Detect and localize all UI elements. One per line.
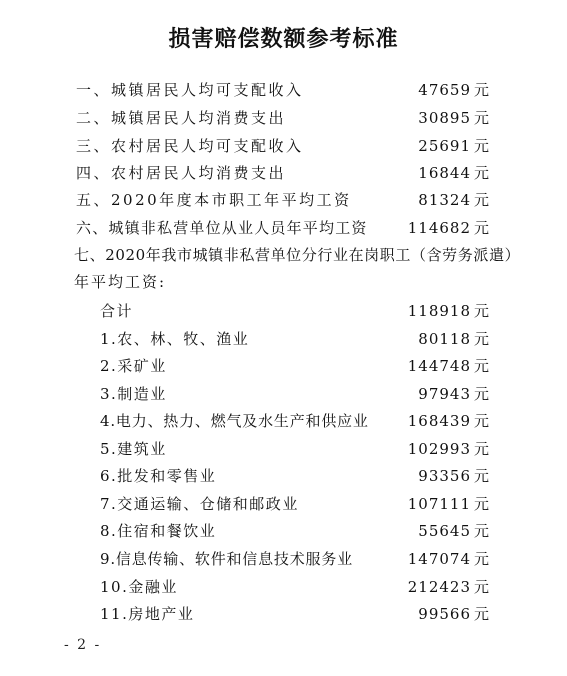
standard-item-row bbox=[0, 160, 567, 186]
industry-value: 97943 bbox=[418, 385, 471, 403]
industry-label: 5.建筑业 bbox=[100, 440, 167, 458]
item-label: 二、城镇居民人均消费支出 bbox=[76, 109, 287, 127]
industry-label: 2.采矿业 bbox=[100, 357, 167, 375]
industry-row bbox=[0, 436, 567, 462]
item-value: 30895 bbox=[418, 109, 471, 127]
industry-label: 7.交通运输、仓储和邮政业 bbox=[100, 495, 299, 513]
industry-value: 107111 bbox=[407, 495, 471, 513]
industry-row bbox=[0, 546, 567, 572]
item-label: 五、2020年度本市职工年平均工资 bbox=[76, 191, 352, 209]
industry-label: 合计 bbox=[100, 302, 134, 320]
item-value: 81324 bbox=[418, 191, 471, 209]
industry-unit: 元 bbox=[474, 522, 490, 540]
industry-unit: 元 bbox=[474, 385, 490, 403]
industry-unit: 元 bbox=[474, 605, 490, 623]
item-label: 四、农村居民人均消费支出 bbox=[76, 164, 287, 182]
industry-unit: 元 bbox=[474, 302, 490, 320]
industry-value: 102993 bbox=[407, 440, 471, 458]
item-unit: 元 bbox=[474, 109, 490, 127]
industry-row bbox=[0, 574, 567, 600]
section7-heading-line1: 七、2020年我市城镇非私营单位分行业在岗职工（含劳务派遣） bbox=[74, 246, 521, 264]
industry-label: 3.制造业 bbox=[100, 385, 167, 403]
item-unit: 元 bbox=[474, 137, 490, 155]
industry-label: 1.农、林、牧、渔业 bbox=[100, 330, 250, 348]
industry-value: 118918 bbox=[407, 302, 471, 320]
industry-unit: 元 bbox=[474, 330, 490, 348]
industry-value: 99566 bbox=[418, 605, 471, 623]
industry-label: 10.金融业 bbox=[100, 578, 178, 596]
industry-value: 212423 bbox=[407, 578, 471, 596]
industry-unit: 元 bbox=[474, 550, 490, 568]
item-label: 一、城镇居民人均可支配收入 bbox=[76, 81, 304, 99]
standard-item-row bbox=[0, 105, 567, 131]
industry-row bbox=[0, 326, 567, 352]
industry-row bbox=[0, 353, 567, 379]
industry-unit: 元 bbox=[474, 357, 490, 375]
item-unit: 元 bbox=[474, 191, 490, 209]
item-unit: 元 bbox=[474, 219, 490, 237]
industry-row bbox=[0, 298, 567, 324]
standard-item-row bbox=[0, 215, 567, 241]
industry-value: 144748 bbox=[407, 357, 471, 375]
industry-row bbox=[0, 408, 567, 434]
industry-value: 147074 bbox=[407, 550, 471, 568]
industry-value: 55645 bbox=[418, 522, 471, 540]
standard-item-row bbox=[0, 187, 567, 213]
industry-row bbox=[0, 463, 567, 489]
item-unit: 元 bbox=[474, 164, 490, 182]
industry-row bbox=[0, 381, 567, 407]
industry-label: 4.电力、热力、燃气及水生产和供应业 bbox=[100, 412, 369, 430]
item-value: 114682 bbox=[407, 219, 471, 237]
industry-unit: 元 bbox=[474, 495, 490, 513]
standard-item-row bbox=[0, 77, 567, 103]
industry-label: 6.批发和零售业 bbox=[100, 467, 217, 485]
industry-row bbox=[0, 491, 567, 517]
page-number: - 2 - bbox=[64, 637, 102, 653]
item-value: 16844 bbox=[418, 164, 471, 182]
industry-value: 168439 bbox=[407, 412, 471, 430]
industry-unit: 元 bbox=[474, 440, 490, 458]
industry-value: 93356 bbox=[418, 467, 471, 485]
section7-heading-line2: 年平均工资: bbox=[74, 273, 167, 291]
item-value: 47659 bbox=[418, 81, 471, 99]
item-label: 三、农村居民人均可支配收入 bbox=[76, 137, 304, 155]
industry-row bbox=[0, 601, 567, 627]
industry-label: 11.房地产业 bbox=[100, 605, 195, 623]
standard-item-row bbox=[0, 133, 567, 159]
industry-unit: 元 bbox=[474, 412, 490, 430]
industry-unit: 元 bbox=[474, 578, 490, 596]
industry-label: 8.住宿和餐饮业 bbox=[100, 522, 217, 540]
industry-row bbox=[0, 518, 567, 544]
item-unit: 元 bbox=[474, 81, 490, 99]
industry-unit: 元 bbox=[474, 467, 490, 485]
industry-value: 80118 bbox=[418, 330, 471, 348]
item-value: 25691 bbox=[418, 137, 471, 155]
page-title: 损害赔偿数额参考标准 bbox=[168, 26, 399, 52]
industry-label: 9.信息传输、软件和信息技术服务业 bbox=[100, 550, 353, 568]
item-label: 六、城镇非私营单位从业人员年平均工资 bbox=[76, 219, 368, 237]
